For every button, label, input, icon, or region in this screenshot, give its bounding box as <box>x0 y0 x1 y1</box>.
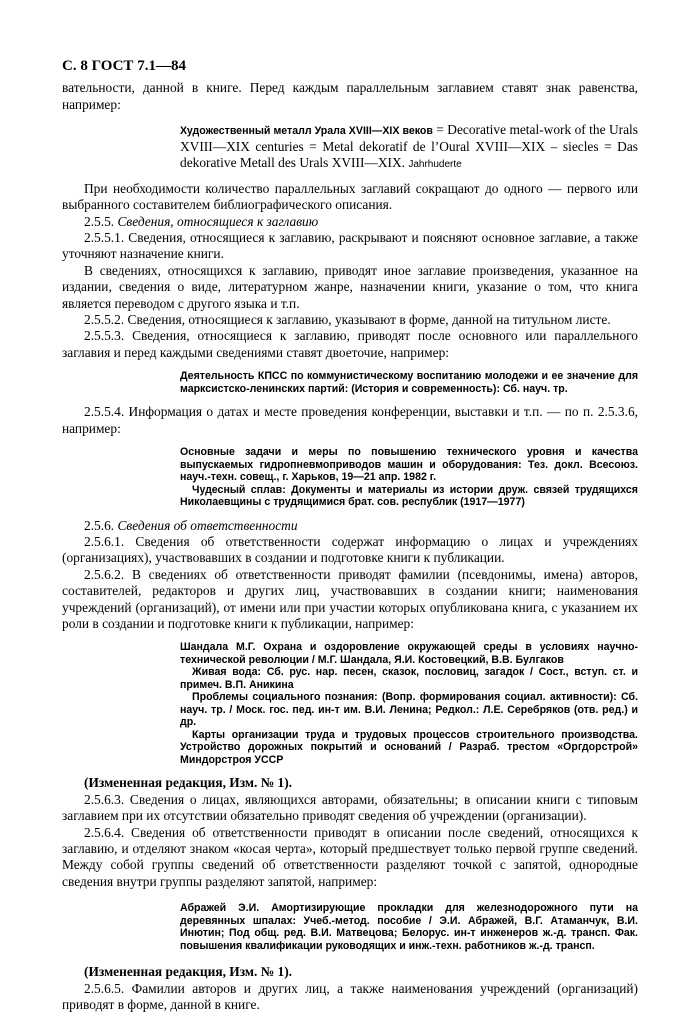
paragraph-2-5-5-2: 2.5.5.2. Сведения, относящиеся к заглавию, указывают в форме, данной на титульном листе. <box>84 312 611 328</box>
example-conference <box>180 446 638 509</box>
example-title-info <box>180 370 638 395</box>
paragraph-2-5-6-5: 2.5.6.5. Фамилии авторов и других лиц, а также наименования учреждений (организаций) приводят в форме, данной в книге. <box>62 980 638 1013</box>
example-parallel-text: = Decorative metal-work of the Urals XVIII—XIX centuries = Metal dekoratif de l’Oural XVIII—XIX – siecles = Das dekorative Metall des Urals XVIII—XIX. <box>180 122 638 170</box>
section-number: 2.5.5. <box>84 213 115 229</box>
paragraph-2-5-6-4: 2.5.6.4. Сведения об ответственности приводят в описании после сведений, относящихся к заглавию, и отделяют знаком «косая черта», который предшествует только первой группе сведений. Между собой группы сведений об ответственности разделяют точкой с запятой, однородные сведения внутри группы разделяют запятой, например: <box>62 824 638 889</box>
paragraph-continuation: вательности, данной в книге. Перед каждым параллельным заглавием ставят знак равенства, например: <box>62 80 638 112</box>
example-text: Основные задачи и меры по повышению технического уровня и качества выпускаемых гидропневмоприводов машин и оборудования: Тез. докл. Всесоюз. науч.-техн. совещ., г. Харьков, 19—21 апр. 1982 г. <box>180 446 638 484</box>
paragraph-2-5-5-1-b: В сведениях, относящихся к заглавию, приводят иное заглавие произведения, указанное на издании, сведения о виде, литературном жанре, назначении книги, указание о том, что книга является переводом с другого языка и т.п. <box>62 262 638 311</box>
example-text: Шандала М.Г. Охрана и оздоровление окружающей среды в условиях научно-технической революции / М.Г. Шандала, Я.И. Костовецкий, В.В. Булгаков <box>180 641 638 666</box>
example-responsibility-groups <box>180 902 638 952</box>
example-text: Чудесный сплав: Документы и материалы из истории друж. связей трудящихся Николаевщины с трудящимися брат. сов. республик (1917—1977) <box>180 483 638 509</box>
paragraph-2-5-6-1: 2.5.6.1. Сведения об ответственности содержат информацию о лицах и учреждениях (организациях), участвовавших в создании и подготовке книги к публикации. <box>62 534 638 566</box>
paragraph-2-5-6-2: 2.5.6.2. В сведениях об ответственности приводят фамилии (псевдонимы, имена) авторов, составителей, редакторов и других лиц, участвовавших в создании книги; наименования учреждений (организаций), от имени или при участии которых опубликована книга, с указанием их роли в создании и подготовке книги к публикации, например: <box>62 566 638 632</box>
paragraph-2-5-5-4: 2.5.5.4. Информация о датах и месте проведения конференции, выставки и т.п. — по п. 2.5.3.6, например: <box>62 404 638 436</box>
section-heading-2-5-5 <box>62 214 638 230</box>
example-parallel-titles <box>180 122 638 172</box>
paragraph-2-5-5-3: 2.5.5.3. Сведения, относящиеся к заглавию, приводят после основного или параллельного заглавия и перед каждыми сведениями ставят двоеточие, например: <box>62 328 638 360</box>
example-text: Деятельность КПСС по коммунистическому воспитанию молодежи и ее значение для марксистско-ленинских партий: (История и современность): Сб. науч. тр. <box>180 370 638 395</box>
amendment-note: (Измененная редакция, Изм. № 1). <box>84 964 293 980</box>
paragraph-2-5-6-3: 2.5.6.3. Сведения о лицах, являющихся авторами, обязательны; в описании книги с типовым заглавием при их отсутствии обязательно приводят сведения об учреждении (организации). <box>62 791 638 824</box>
section-title: Сведения об ответственности <box>117 517 298 533</box>
example-parallel-end: Jahrhuderte <box>408 158 462 170</box>
section-number: 2.5.6. <box>84 517 115 533</box>
section-title: Сведения, относящиеся к заглавию <box>117 213 319 229</box>
section-heading-2-5-6 <box>62 518 638 534</box>
paragraph-parallel-reduction: При необходимости количество параллельных заглавий сокращают до одного — первого или выбранного составителем библиографического описания. <box>62 180 638 213</box>
example-responsibility <box>180 641 638 766</box>
paragraph-2-5-5-1: 2.5.5.1. Сведения, относящиеся к заглавию, раскрывают и поясняют основное заглавие, а также уточняют назначение книги. <box>62 230 638 262</box>
example-title-bold: Художественный металл Урала XVIII—XIX веков <box>180 125 433 138</box>
example-text: Живая вода: Сб. рус. нар. песен, сказок, пословиц, загадок / Сост., вступ. ст. и примеч. В.П. Аникина <box>180 666 638 691</box>
example-text: Карты организации труда и трудовых процессов строительного производства. Устройство дорожных покрытий и оснований / Разраб. трестом «Оргдорстрой» Миндорстроя УССР <box>180 728 638 766</box>
document-page <box>62 58 638 1014</box>
amendment-note: (Измененная редакция, Изм. № 1). <box>84 775 293 791</box>
example-text: Проблемы социального познания: (Вопр. формирования социал. активности): Сб. науч. тр. / Моск. гос. пед. ин-т им. В.И. Ленина; Редкол.: Л.Е. Серебряков (отв. ред.) и др. <box>180 691 638 729</box>
page-header: С. 8 ГОСТ 7.1—84 <box>62 58 186 74</box>
example-text: Абражей Э.И. Амортизирующие прокладки для железнодорожного пути на деревянных шпалах: Учеб.-метод. пособие / Э.И. Абражей, В.Г. Атаманчук, В.И. Инютин; Под общ. ред. В.И. Матвецова; Белорус. ин-т инженеров ж.-д. трансп. Фак. повышения квалификации руководящих и инж.-техн. работников ж.-д. трансп. <box>180 902 638 952</box>
